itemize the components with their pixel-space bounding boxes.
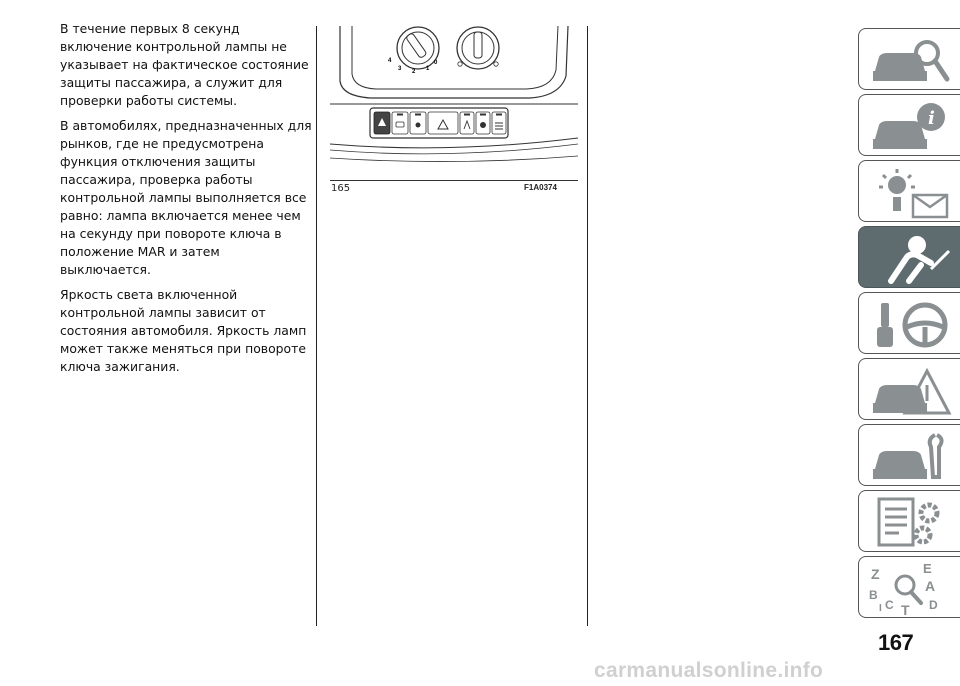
index-letter: I: [879, 603, 882, 614]
tab-starting-driving[interactable]: [858, 292, 960, 354]
index-letter: Z: [871, 566, 880, 582]
tab-car-search[interactable]: [858, 28, 960, 90]
paragraph-1: В течение первых 8 секунд включение контрольной лампы не указывает на фактическое состояние защиты пассажира, а служит для проверки работы системы.: [60, 21, 309, 108]
index-letter: T: [901, 602, 910, 615]
car-info-icon: [869, 99, 959, 153]
warning-light-message-icon: [869, 165, 959, 219]
svg-text:i: i: [928, 108, 935, 129]
seat-airbag-icon: [869, 231, 959, 285]
watermark: carmanualsonline.info: [594, 659, 824, 682]
tab-maintenance[interactable]: [858, 424, 960, 486]
switch-panel: [370, 108, 508, 138]
fan-dial: [397, 27, 439, 69]
figure-code: F1A0374: [524, 183, 557, 192]
dial-label: 4: [388, 58, 392, 64]
alphabet-index-icon: [869, 561, 959, 615]
dashboard-illustration: [330, 26, 578, 186]
tab-emergency[interactable]: [858, 358, 960, 420]
dashboard-figure: [330, 26, 578, 194]
index-letter: C: [885, 598, 894, 612]
dial-label: 1: [426, 66, 430, 72]
tab-car-info[interactable]: [858, 94, 960, 156]
key-steering-wheel-icon: [869, 297, 959, 351]
car-search-icon: [869, 33, 959, 87]
tab-safety[interactable]: [858, 226, 960, 288]
body-text: [60, 20, 312, 383]
column-divider-right: [587, 26, 588, 626]
air-distribution-dial: [457, 27, 499, 69]
spec-sheet-gears-icon: [869, 495, 959, 549]
tab-warning-lights[interactable]: [858, 160, 960, 222]
tab-index[interactable]: [858, 556, 960, 618]
index-letter: E: [923, 561, 932, 576]
figure-caption-rule: [330, 180, 578, 181]
figure-number: 165: [331, 183, 351, 194]
paragraph-2: В автомобилях, предназначенных для рынков, где не предусмотрена функция отключения защиты пассажира, проверка работы контрольной лампы выполняется все равно: лампа включается менее чем на секунду при повороте ключа в положение MAR и затем выключается.: [60, 118, 312, 277]
dial-label: 0: [434, 60, 438, 66]
column-divider-left: [316, 26, 317, 626]
car-emergency-icon: [869, 363, 959, 417]
index-letter: D: [929, 598, 938, 612]
switch-buttons: [374, 112, 506, 134]
index-letter: A: [925, 578, 936, 594]
car-wrench-icon: [869, 429, 959, 483]
dial-label: 2: [412, 69, 416, 75]
page-number: 167: [878, 630, 914, 655]
index-letter: B: [869, 588, 878, 602]
dial-label: 3: [398, 66, 402, 72]
paragraph-3: Яркость света включенной контрольной лампы зависит от состояния автомобиля. Яркость ламп может также меняться при повороте ключа зажигания.: [60, 287, 307, 374]
tab-technical-data[interactable]: [858, 490, 960, 552]
